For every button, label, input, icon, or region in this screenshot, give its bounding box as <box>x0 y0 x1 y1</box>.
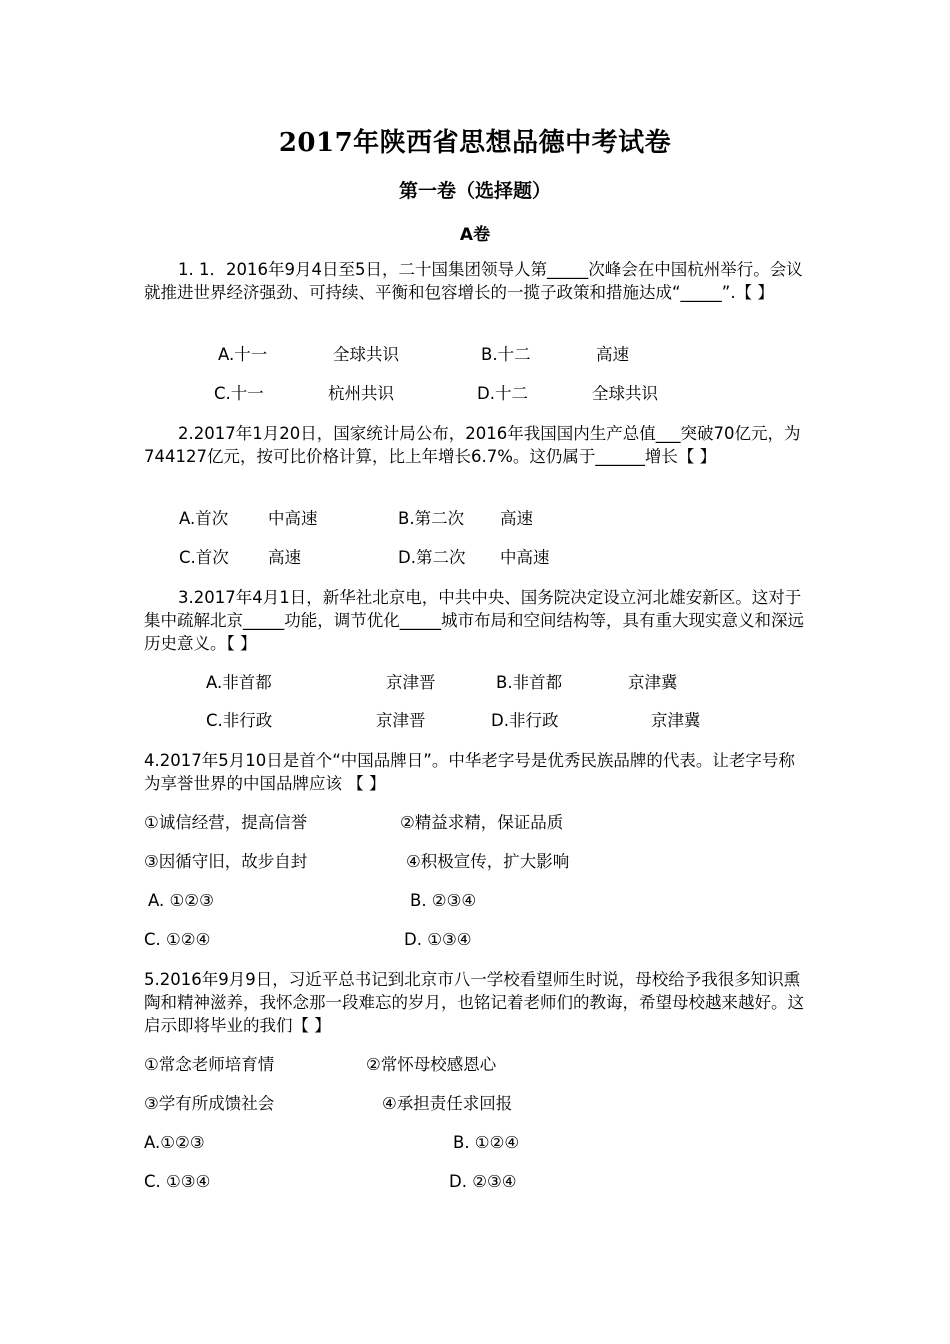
question-3-stem: 3.2017年4月1日，新华社北京电，中共中央、国务院决定设立河北雄安新区。这对于集中疏解北京_____功能，调节优化_____城市布局和空间结构等，具有重大现实意义和深远历史意义。【 】 <box>144 588 804 653</box>
q5-item-1: ①常念老师培育情 <box>144 1055 275 1074</box>
q5-item-3: ③学有所成馈社会 <box>144 1094 275 1113</box>
q3-option-a-text: 京津晋 <box>386 673 436 692</box>
q3-option-b-text: 京津冀 <box>628 673 678 692</box>
q2-option-c-label: C.首次 <box>179 548 229 567</box>
q3-option-d-label: D.非行政 <box>491 711 559 730</box>
q4-option-b: B. ②③④ <box>410 891 477 910</box>
q3-option-b-label: B.非首都 <box>496 673 563 692</box>
q1-option-b-label: B.十二 <box>481 345 531 364</box>
q4-item-2: ②精益求精，保证品质 <box>400 813 564 832</box>
question-4-stem: 4.2017年5月10日是首个“中国品牌日”。中华老字号是优秀民族品牌的代表。让老字号称为享誉世界的中国品牌应该 【 】 <box>144 751 795 793</box>
q2-option-d-text: 中高速 <box>500 548 550 567</box>
q5-option-a: A.①②③ <box>144 1133 205 1152</box>
q2-option-b-label: B.第二次 <box>398 509 465 528</box>
q4-option-d: D. ①③④ <box>404 930 472 949</box>
q3-option-c-text: 京津晋 <box>376 711 426 730</box>
q4-option-c: C. ①②④ <box>144 930 211 949</box>
q5-option-c: C. ①③④ <box>144 1172 211 1191</box>
q2-option-c-text: 高速 <box>268 548 301 567</box>
q1-option-d-label: D.十二 <box>477 384 528 403</box>
section-title: A卷 <box>459 225 491 245</box>
q1-option-b-text: 高速 <box>596 345 629 364</box>
exam-title: 2017年陕西省思想品德中考试卷 <box>278 128 672 158</box>
q1-option-c-text: 杭州共识 <box>328 384 394 403</box>
q4-item-3: ③因循守旧，故步自封 <box>144 852 308 871</box>
q4-item-4: ④积极宣传，扩大影响 <box>406 852 570 871</box>
q3-option-c-label: C.非行政 <box>206 711 273 730</box>
question-1-stem: 1. 1．2016年9月4日至5日，二十国集团领导人第_____次峰会在中国杭州举行。会议就推进世界经济强劲、可持续、平衡和包容增长的一揽子政策和措施达成“_____”.【 】 <box>144 260 803 302</box>
q5-option-d: D. ②③④ <box>449 1172 517 1191</box>
q5-item-4: ④承担责任求回报 <box>382 1094 513 1113</box>
question-2-stem: 2.2017年1月20日，国家统计局公布，2016年我国国内生产总值___突破70亿元，为744127亿元，按可比价格计算，比上年增长6.7%。这仍属于______增长【 】 <box>144 424 801 466</box>
q3-option-a-label: A.非首都 <box>206 673 272 692</box>
q2-option-a-text: 中高速 <box>268 509 318 528</box>
q5-item-2: ②常怀母校感恩心 <box>366 1055 497 1074</box>
q4-option-a: A. ①②③ <box>148 891 214 910</box>
q2-option-d-label: D.第二次 <box>398 548 466 567</box>
q1-option-d-text: 全球共识 <box>592 384 658 403</box>
q1-option-a-label: A.十一 <box>218 345 268 364</box>
q4-item-1: ①诚信经营，提高信誉 <box>144 813 308 832</box>
q3-option-d-text: 京津冀 <box>651 711 701 730</box>
question-5-stem: 5.2016年9月9日，习近平总书记到北京市八一学校看望师生时说，母校给予我很多知识熏陶和精神滋养，我怀念那一段难忘的岁月，也铭记着老师们的教诲，希望母校越来越好。这启示即将毕业的我们【 】 <box>144 970 804 1035</box>
part-title: 第一卷（选择题） <box>398 180 551 202</box>
q2-option-b-text: 高速 <box>500 509 533 528</box>
q1-option-a-text: 全球共识 <box>333 345 399 364</box>
q5-option-b: B. ①②④ <box>453 1133 520 1152</box>
q1-option-c-label: C.十一 <box>214 384 264 403</box>
q2-option-a-label: A.首次 <box>179 509 229 528</box>
